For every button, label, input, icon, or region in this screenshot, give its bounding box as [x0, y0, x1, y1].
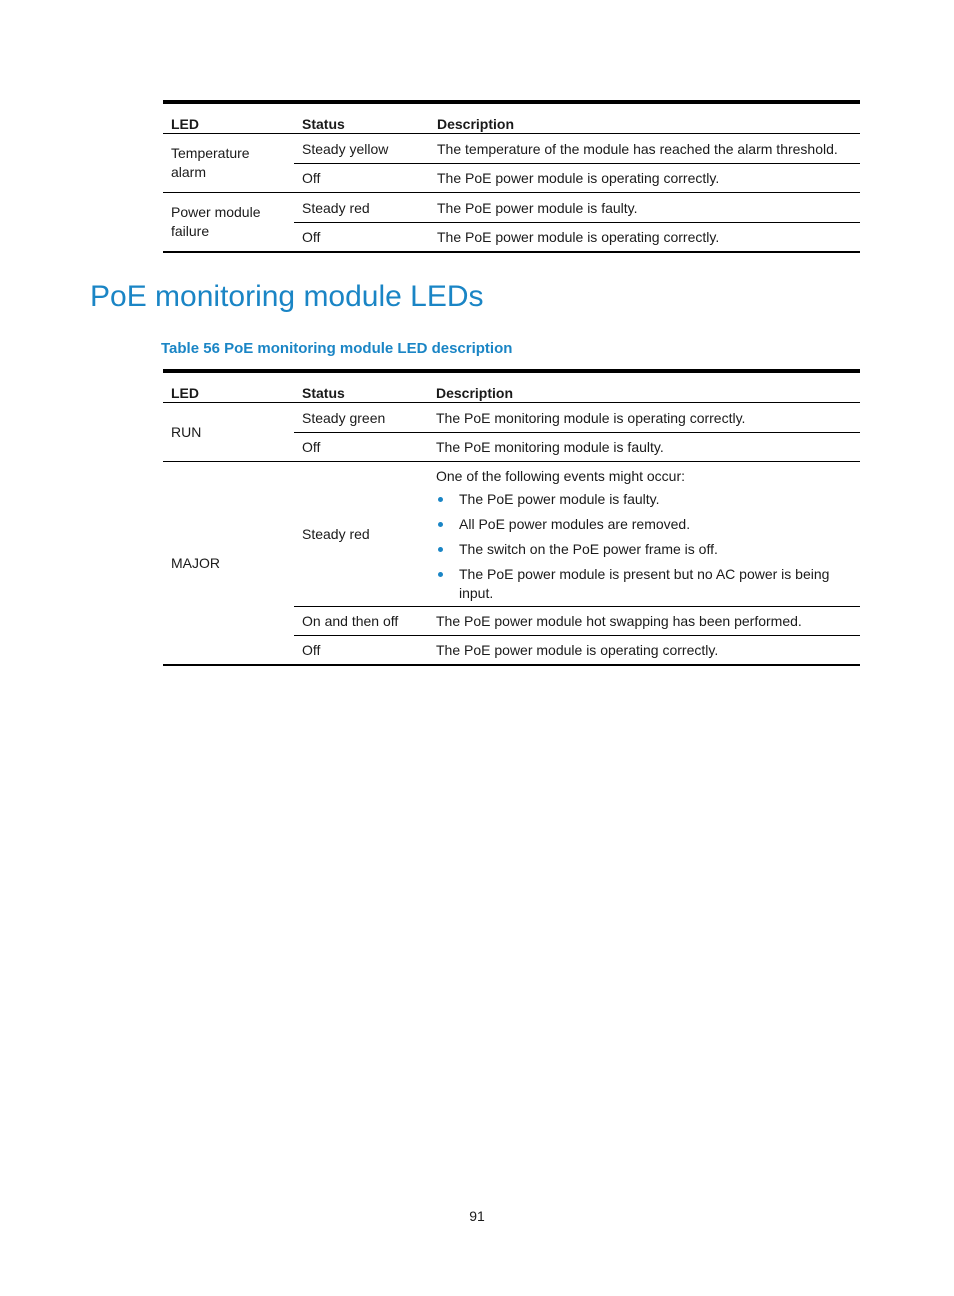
table-row: [163, 403, 860, 433]
status-cell: Off: [294, 433, 428, 462]
status-cell: Off: [294, 636, 428, 665]
table-header-row: [163, 371, 860, 403]
led-name: RUN: [171, 424, 202, 440]
description-cell: The PoE power module is operating correctly.: [428, 636, 860, 665]
header-description: Description: [428, 371, 860, 403]
description-cell: The PoE power module is operating correctly.: [429, 223, 860, 252]
table-row: [163, 462, 860, 607]
header-led: LED: [163, 371, 294, 403]
bullet-icon: [438, 497, 443, 502]
description-cell: The PoE power module is operating correctly.: [429, 164, 860, 193]
list-item: All PoE power modules are removed.: [436, 515, 840, 534]
status-cell: Steady red: [294, 193, 429, 223]
list-item: The switch on the PoE power frame is off.: [436, 540, 840, 559]
description-cell: The PoE power module hot swapping has been performed.: [428, 607, 860, 636]
led-name: MAJOR: [163, 462, 294, 665]
status-cell: Steady red: [294, 462, 428, 607]
header-status: Status: [294, 102, 429, 134]
description-intro: One of the following events might occur:: [436, 468, 686, 484]
led-name: Temperature alarm: [171, 145, 250, 180]
page-number: 91: [469, 1208, 485, 1224]
table-header-row: [163, 102, 860, 134]
status-cell: Off: [294, 223, 429, 252]
section-heading: PoE monitoring module LEDs: [90, 280, 484, 313]
status-cell: Steady green: [302, 409, 386, 426]
event-list: [436, 490, 840, 603]
status-cell: On and then off: [294, 607, 428, 636]
led-name: Power module failure: [163, 193, 294, 252]
table-caption: Table 56 PoE monitoring module LED description: [161, 340, 513, 357]
bullet-icon: [438, 547, 443, 552]
header-description: Description: [429, 102, 860, 134]
bullet-icon: [438, 522, 443, 527]
description-cell: The temperature of the module has reached the alarm threshold.: [437, 140, 838, 157]
header-led: LED: [163, 102, 294, 134]
temperature-power-led-table: [163, 100, 860, 253]
bullet-icon: [438, 572, 443, 577]
status-cell: Steady yellow: [302, 140, 389, 157]
description-cell: The PoE monitoring module is operating correctly.: [436, 409, 746, 426]
description-cell: The PoE monitoring module is faulty.: [428, 433, 860, 462]
poe-monitoring-led-table: [163, 369, 860, 666]
header-status: Status: [294, 371, 428, 403]
description-cell: The PoE power module is faulty.: [429, 193, 860, 223]
table-row: [163, 193, 860, 223]
table-row: [163, 134, 860, 164]
list-item: The PoE power module is faulty.: [436, 490, 840, 509]
list-item: The PoE power module is present but no AC power is being input.: [436, 565, 840, 603]
description-cell: [428, 462, 860, 607]
status-cell: Off: [294, 164, 429, 193]
